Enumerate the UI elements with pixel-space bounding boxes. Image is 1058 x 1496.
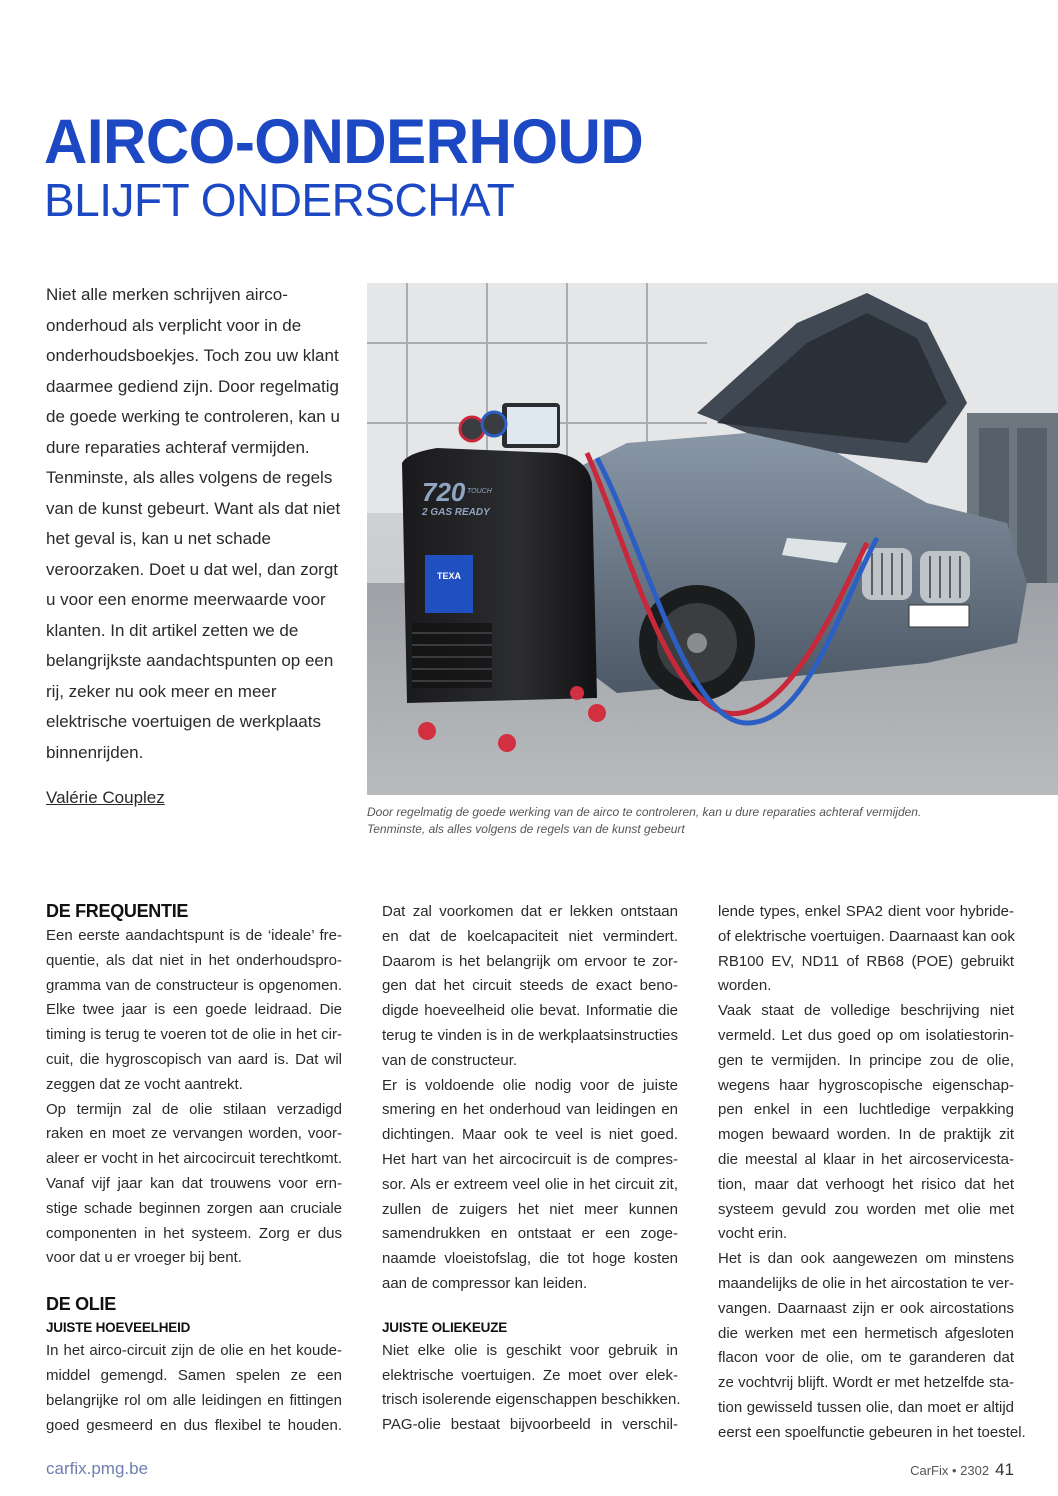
text-line: terug te vinden is in de werkplaatsinstructies (382, 1026, 678, 1044)
section-heading-frequentie: DE FREQUENTIE (46, 901, 189, 921)
column-1 (46, 898, 342, 1438)
text-line: van de kunst gebeurt. Want als dat niet (46, 498, 341, 518)
text-line: Het hart van het aircocircuit is de compres- (382, 1150, 678, 1168)
text-line: worden. (718, 977, 772, 995)
text-line: timing is terug te voeren tot de olie in het cir- (46, 1026, 342, 1044)
text-line: quentie, als dat niet in het onderhoudspro- (46, 951, 342, 969)
intro-paragraph (46, 280, 346, 768)
text-line: In het airco-circuit zijn de olie en het koude- (46, 1342, 342, 1360)
text-line: van de constructeur. (382, 1051, 518, 1069)
author-link[interactable]: Valérie Couplez (46, 788, 165, 807)
text-line: vocht erin. (718, 1225, 788, 1243)
text-line: binnenrijden. (46, 742, 144, 762)
page-number: 41 (995, 1460, 1014, 1479)
text-line: mogen bewaard worden. In de praktijk zit (718, 1126, 1014, 1144)
text-line: Daarom is het belangrijk om ervoor te zor- (382, 952, 678, 970)
text-line: samendrukken en ontstaat er een zoge- (382, 1225, 678, 1243)
text-line: flacon voor de olie, om te garanderen dat (718, 1349, 1014, 1367)
text-line: rij, zeker nu ook meer en meer (46, 681, 277, 701)
text-line: zullen de zuigers het niet meer kunnen (382, 1200, 678, 1218)
text-line: daarmee gediend zijn. Door regelmatig (46, 376, 339, 396)
text-line: maandelijks de olie in het aircostation te ver- (718, 1274, 1014, 1292)
text-line: vangen. Daarnaast zijn er ook aircostations (718, 1299, 1014, 1317)
text-line: pen enkel in een luchtledige verpakking (718, 1101, 1014, 1119)
column-3 (718, 900, 1026, 1446)
machine-gas-text: 2 GAS READY (422, 507, 490, 518)
text-line: gramma van de constructeur is opgenomen. (46, 976, 342, 994)
text-line: elektrische voertuigen. Ze moet over elek- (382, 1366, 678, 1384)
text-line: cuit, die hygroscopisch van aard is. Dat wil (46, 1050, 342, 1068)
text-line: het geval is, kan u net schade (46, 529, 271, 548)
column-2-text-a (382, 900, 678, 1297)
caption-line-1: Door regelmatig de goede werking van de airco te controleren, kan u dure reparaties achteraf vermijden. (367, 805, 922, 819)
text-line: ze vochtvrij blijft. Wordt er met hetzelfde sta- (718, 1374, 1014, 1392)
issue-label: CarFix • 2302 (910, 1463, 990, 1478)
text-line: stige schade beginnen zorgen aan cruciale (46, 1199, 342, 1217)
website-link[interactable]: carfix.pmg.be (46, 1459, 149, 1478)
machine-model-text: 720 (422, 477, 466, 507)
article-title: AIRCO-ONDERHOUD (44, 106, 644, 177)
text-line: vermeld. Let dus goed op om isolatiestorin- (718, 1026, 1014, 1044)
article-subtitle: BLIJFT ONDERSCHAT (44, 174, 515, 226)
footer-issue (910, 1460, 1014, 1480)
text-line: tion gewisseld tussen olie, dan moet er altijd (718, 1398, 1014, 1416)
text-line: eerst een spoelfunctie gebeuren in het toestel. (718, 1423, 1026, 1441)
text-line: zeggen dat ze vocht aantrekt. (46, 1075, 243, 1093)
text-line: voor dat u er vroeger bij bent. (46, 1249, 242, 1267)
text-line: Het is dan ook aangewezen om minstens (718, 1250, 1014, 1268)
text-line: sor. Als er extreem veel olie in het circuit zit, (382, 1175, 678, 1193)
text-line: wegens haar hygroscopische eigenschap- (718, 1076, 1014, 1094)
text-line: Een eerste aandachtspunt is de ‘ideale’ fre- (46, 927, 342, 944)
text-line: Vanaf vijf jaar kan dat trouwens voor ern- (46, 1174, 342, 1192)
frequentie-text (46, 924, 342, 1271)
machine-brand-text: TEXA (436, 571, 462, 581)
text-line: systeem gevuld zou worden met olie met (718, 1200, 1014, 1218)
text-line: RB100 EV, ND11 of RB68 (POE) gebruikt (718, 952, 1014, 970)
text-line: gen dat het circuit steeds de exact beno- (382, 977, 678, 995)
section-heading-olie: DE OLIE (46, 1294, 116, 1315)
text-line: Dat zal voorkomen dat er lekken ontstaan (382, 903, 678, 920)
text-line: veroorzaken. Doet u dat wel, dan zorgt (46, 559, 338, 579)
caption-line-2: Tenminste, als alles volgens de regels van de kunst gebeurt (367, 822, 685, 836)
text-line: lende types, enkel SPA2 dient voor hybride- (718, 903, 1014, 920)
machine-touch-text: TOUCH (467, 488, 492, 495)
subheading-hoeveelheid: JUISTE HOEVEELHEID (46, 1320, 191, 1336)
text-line: Tenminste, als alles volgens de regels (46, 468, 333, 487)
text-line: aleer er vocht in het aircocircuit terechtkomt. (46, 1150, 342, 1168)
text-line: en dat de koelcapaciteit niet vermindert. (382, 927, 678, 945)
text-line: elektrische voertuigen de werkplaats (46, 712, 321, 731)
text-line: naamde vloeistofslag, die tot hoge kosten (382, 1250, 678, 1268)
column-2-text-b (382, 1339, 681, 1438)
text-line: Elke twee jaar is een goede leidraad. Die (46, 1001, 342, 1019)
text-line: smering en het onderhoud van leidingen en (382, 1101, 678, 1119)
olie-text (46, 1339, 342, 1438)
column-2 (382, 900, 681, 1438)
text-line: digde hoeveelheid olie bevat. Informatie die (382, 1002, 678, 1020)
text-line: die werken met een hermetisch afgesloten (718, 1324, 1014, 1342)
text-line: de goede werking te controleren, kan u (46, 407, 340, 426)
text-line: tion, maar dat verhoogt het risico dat het (718, 1175, 1014, 1193)
text-line: aan de compressor kan leiden. (382, 1274, 588, 1292)
text-line: raken en moet ze vervangen worden, voor- (46, 1125, 342, 1143)
text-line: PAG-olie bestaat bijvoorbeeld in verschil- (382, 1416, 678, 1434)
text-line: klanten. In dit artikel zetten we de (46, 620, 299, 640)
text-line: belangrijkste aandachtspunten op een (46, 651, 334, 670)
text-line: goed gesmeerd en dus flexibel te houden. (46, 1416, 342, 1434)
text-line: middel gemengd. Samen spelen ze een (46, 1366, 342, 1384)
text-line: Op termijn zal de olie stilaan verzadigd (46, 1100, 342, 1118)
text-line: dure reparaties achteraf vermijden. (46, 437, 310, 457)
text-line: u voor een enorme meerwaarde voor (46, 590, 326, 609)
text-line: gen te vermijden. In principe zou de olie, (718, 1051, 1014, 1069)
text-line: belangrijke rol om alle leidingen en fittingen (46, 1391, 342, 1409)
text-line: onderhoudsboekjes. Toch zou uw klant (46, 346, 339, 365)
article-photo (367, 283, 1058, 795)
text-line: Er is voldoende olie nodig voor de juiste (382, 1076, 678, 1094)
photo-caption (367, 804, 1047, 838)
text-line: componenten in het systeem. Zorg er dus (46, 1224, 342, 1242)
text-line: trisch isolerende eigenschappen beschikken. (382, 1391, 681, 1409)
text-line: die meestal al klaar in het aircoservicesta- (718, 1150, 1014, 1168)
subheading-oliekeuze: JUISTE OLIEKEUZE (382, 1319, 508, 1335)
text-line: dichtingen. Maar ook te veel is niet goed. (382, 1126, 678, 1144)
text-line: Niet alle merken schrijven airco- (46, 285, 288, 304)
column-3-text (718, 900, 1026, 1446)
text-line: of elektrische voertuigen. Daarnaast kan ook (718, 927, 1015, 945)
text-line: Niet elke olie is geschikt voor gebruik in (382, 1341, 678, 1359)
text-line: onderhoud als verplicht voor in de (46, 315, 302, 335)
text-line: Vaak staat de volledige beschrijving niet (718, 1002, 1014, 1020)
